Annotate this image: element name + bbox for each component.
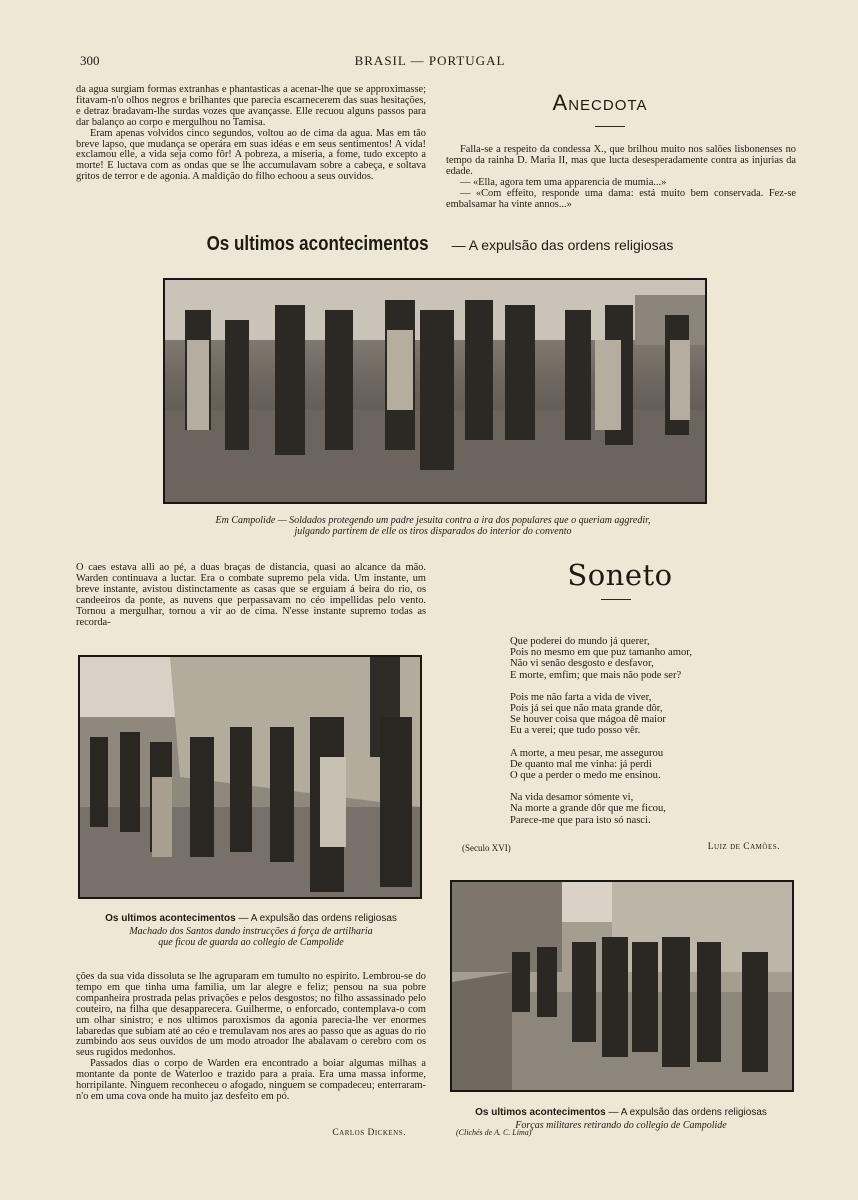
headline: [150, 233, 710, 256]
soneto-rule: [601, 599, 631, 600]
anecdota-rule: [595, 126, 625, 127]
photo-right-caption-line2: Forças militares retirando do collegio de Campolide: [515, 1120, 727, 1131]
story-bottom-author: Carlos Dickens.: [332, 1128, 406, 1138]
poem-line: Eu a verei; que tudo posso vêr.: [510, 725, 641, 737]
headline-rest: — A expulsão das ordens religiosas: [447, 237, 674, 253]
poem-line: Na vida desamor sómente vi,: [510, 792, 634, 804]
photo-main-caption: [150, 515, 716, 537]
soneto-author: Luiz de Camões.: [707, 842, 780, 852]
story-bottom: [76, 972, 426, 1103]
poem-line: Se houver coisa que mágoa dê maior: [510, 714, 666, 726]
story-bottom-paragraph: Passados dias o corpo de Warden era encontrado a boiar algumas milhas a montante da ponte de Waterloo e trazido para a praia. Era uma massa informe, horripilante. Ninguem reconheceu o afogado, ninguem se compadeceu; enterraram-n'o em uma cova onde ha muito jaz desfeito em pó.: [76, 1058, 426, 1102]
poem-line: Pois já sei que não mata grande dôr,: [510, 703, 663, 715]
photo-left-caption: [76, 908, 426, 948]
anecdota-paragraph: Falla-se a respeito da condessa X., que brilhou muito nos salões lisbonenses no tempo da rainha D. Maria II, mas que lucta desesperadamente contra as injurias da edade.: [446, 144, 796, 177]
photo-forces-leaving-college: [450, 880, 794, 1092]
running-title: BRASIL — PORTUGAL: [354, 53, 506, 68]
photo-left-caption-line3: que ficou de guarda ao collegio de Campolide: [158, 937, 344, 948]
poem-line: A morte, a meu pesar, me assegurou: [510, 747, 664, 759]
anecdota-paragraph: — «Ella, agora tem uma apparencia de mumia...»: [460, 176, 667, 188]
poem-line: Pois me não farta a vida de viver,: [510, 691, 652, 703]
anecdota-title: Anecdota: [552, 90, 648, 115]
poem-line: E morte, emfim; que mais não pode ser?: [510, 669, 682, 681]
photo-main-caption-line1: Em Campolide — Soldados protegendo um padre jesuita contra a ira dos populares que o queriam aggredir,: [215, 515, 651, 526]
poem-line: Na morte a grande dôr que me ficou,: [510, 803, 666, 815]
soneto-title: Soneto: [567, 558, 673, 592]
photo-right-caption-rest: — A expulsão das ordens religiosas: [605, 1107, 767, 1118]
photo-right-caption: [440, 1102, 802, 1131]
story-mid: [76, 563, 426, 628]
poem-line: O que a perder o medo me ensinou.: [510, 770, 661, 782]
story-top-paragraph: Eram apenas volvidos cinco segundos, voltou ao de cima da agua. Mas em tão breve lapso, que mudança se operára em suas idéas e em seus sentimentos! A vida! exclamou elle, a vida seja como fôr! A pobreza, a miseria, a fome, tudo excepto a morte! E luctava com as ondas que se lhe accumulavam sobre a cabeça, e soltava gritos de terror e de agonia. A maldição do filho echoou a seus ouvidos.: [76, 127, 426, 183]
soneto-stanza: [510, 636, 800, 681]
photo-main-caption-line2: julgando partirem de elle os tiros disparados do interior do convento: [294, 526, 572, 537]
story-mid-paragraph: O caes estava alli ao pé, a duas braças de distancia, quasi ao alcance da mão. Warden continuava a luctar. Era o combate supremo pela vida. Um instante, um breve instante, avistou distinctamente as casas que se erguiam á beira do rio, os candeeiros da ponte, as nuvens que perpassavam no céo impellidas pelo vento. Tornou a mergulhar, tornou a vir ao de cima. N'esse instante supremo todas as recorda-: [76, 562, 426, 628]
soneto-stanza: [510, 792, 800, 826]
poem-line: Pois no mesmo em que puz tamanho amor,: [510, 647, 692, 659]
soneto-poem: [510, 636, 800, 826]
photo-left-caption-line2: Machado dos Santos dando instrucções á força de artilharia: [129, 926, 373, 937]
photo-left-caption-bold: Os ultimos acontecimentos: [105, 913, 236, 924]
anecdota-paragraph: — «Com effeito, responde uma dama: está muito bem conservada. Fez-se embalsamar ha vinte annos...»: [446, 187, 796, 210]
photo-machado-dos-santos: [78, 655, 422, 899]
soneto-century: (Seculo XVI): [462, 843, 511, 853]
page-number: 300: [80, 53, 100, 68]
poem-line: Parece-me que para isto só nasci.: [510, 814, 651, 826]
poem-line: Não vi senão desgosto e desfavor,: [510, 658, 654, 670]
photo-right-caption-bold: Os ultimos acontecimentos: [475, 1107, 606, 1118]
story-top-paragraph: da agua surgiam formas extranhas e phantasticas a acenar-lhe que se approximasse; fitavam-n'o olhos negros e brilhantes que parecia escarnecerem das suas hesitações, e detraz bradavam-lhe surdas vozes que avançasse. Elle recuou alguns passos para dar balanço ao corpo e mergulhou no Tamisa.: [76, 84, 426, 128]
photo-credit: (Clichés de A. C. Lima): [456, 1128, 532, 1137]
poem-line: De quanto mal me vinha: já perdi: [510, 758, 652, 770]
photo-campolide-soldiers-priest: [163, 278, 707, 504]
story-bottom-paragraph: ções da sua vida dissoluta se lhe agruparam em tumulto no espirito. Lembrou-se do tempo em que tinha uma familia, um lar alegre e feliz; pensou na sua pobre companheira prostrada pelas privações e pelos desgostos; no filho assassinado pelo couteiro, na filha que desapparecera. Guilherme, o enforcado, contemplava-o com um olhar sinistro; e nos ultimos paroxismos da agonia parecia-lhe ver enormes labaredas que subiam até ao céo e tremulavam nos ares ao passo que as aguas do rio zumbindo aos seus ouvidos de um modo atroador lhe abalavam o cerebro com os seus rugidos medonhos.: [76, 971, 426, 1059]
poem-line: Que poderei do mundo já querer,: [510, 636, 650, 647]
photo-left-caption-rest: — A expulsão das ordens religiosas: [235, 913, 397, 924]
soneto-stanza: [510, 692, 800, 737]
headline-bold: Os ultimos acontecimentos: [206, 233, 429, 255]
anecdota-body: [446, 145, 796, 210]
story-top: [76, 85, 426, 183]
soneto-stanza: [510, 748, 800, 782]
